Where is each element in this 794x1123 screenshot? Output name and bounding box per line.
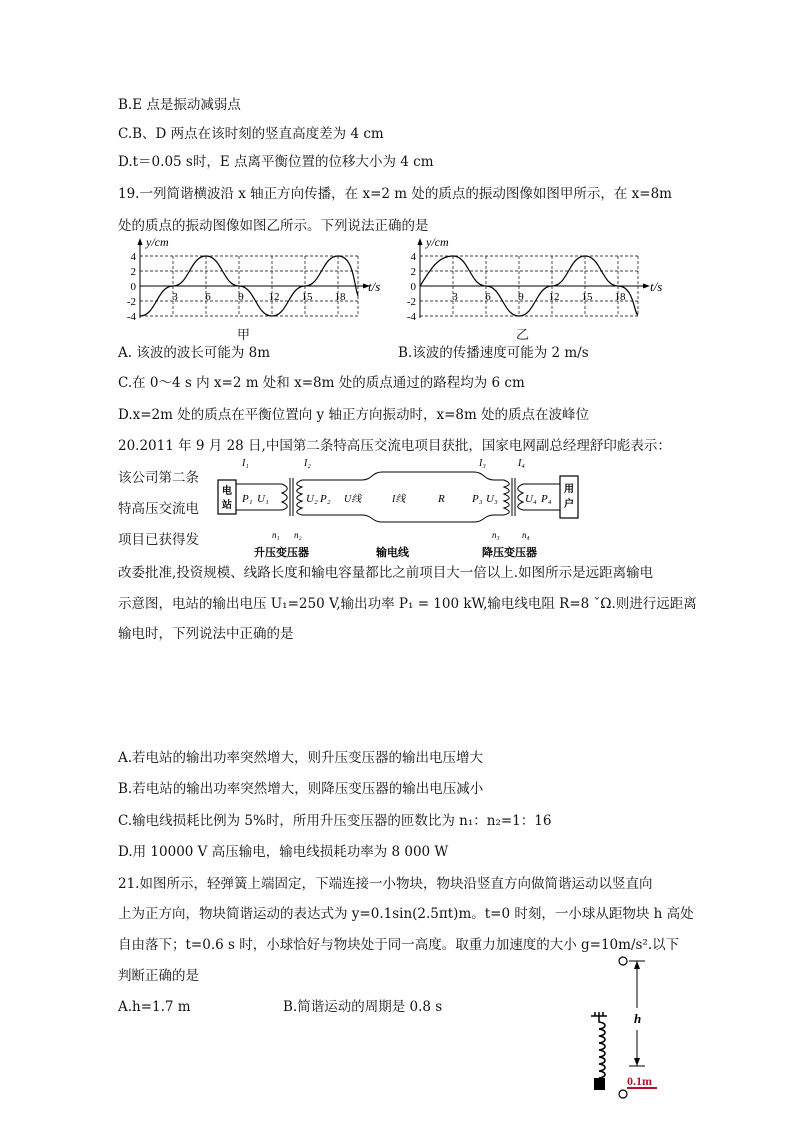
graph-jia <box>118 235 381 324</box>
diagram-label-p1: P₁ <box>242 493 253 505</box>
q20-stem-left1: 该公司第二条 <box>118 470 199 486</box>
block-icon <box>594 1078 605 1090</box>
h-arrow-up-head <box>634 961 640 969</box>
h-arrow-down-head <box>634 1058 640 1066</box>
q21-stem-line4: 判断正确的是 <box>118 968 199 984</box>
diagram-label-u3: U₃ <box>486 493 498 505</box>
q21-option-a: A.h=1.7 m <box>118 999 191 1015</box>
q21-stem-line1: 21.如图所示，轻弹簧上端固定，下端连接一小物块，物块沿竖直方向做简谐运动以竖直向 <box>118 876 653 892</box>
diagram-label-p3: P₃ <box>472 493 483 505</box>
q20-stem-left3: 项目已获得发 <box>118 532 199 548</box>
diagram-label-n4: n₄ <box>522 530 530 540</box>
diagram-label-u4: U₄ <box>525 493 537 505</box>
diagram-label-n2: n₂ <box>294 530 302 540</box>
graph-jia-ytick: 0 <box>130 281 136 293</box>
spring-ball-figure <box>585 950 680 1105</box>
diagram-label-u2: U₂ <box>306 493 318 505</box>
transmission-line-upper <box>302 472 504 480</box>
step-up-secondary-coil <box>297 480 302 515</box>
graph-jia-xtick: 12 <box>268 291 280 303</box>
graph-yi-ytick: -2 <box>406 296 416 308</box>
transmission-line-lower <box>302 515 504 522</box>
graph-yi-ytick: 0 <box>410 281 416 293</box>
step-up-primary-coil <box>282 484 287 510</box>
graph-jia-ytick: 2 <box>130 266 136 278</box>
q18-option-c: C.B、D 两点在该时刻的竖直高度差为 4 cm <box>118 126 384 142</box>
diagram-label-p2: P₂ <box>320 493 331 505</box>
graph-yi-y-arrow <box>418 238 423 245</box>
step-up-transformer-label: 升压变压器 <box>254 547 309 559</box>
transmission-diagram <box>212 452 582 564</box>
graph-jia-xlabel: t/s <box>368 279 381 294</box>
graph-yi-xtick: 3 <box>452 291 458 303</box>
graph-yi-xtick: 12 <box>548 291 560 303</box>
graph-jia-caption: 甲 <box>237 328 251 343</box>
diagram-label-i4: I₄ <box>518 458 525 469</box>
q21-option-b: B.简谐运动的周期是 0.8 s <box>283 999 443 1015</box>
graph-yi-xtick: 6 <box>485 291 491 303</box>
q19-option-c: C.在 0～4 s 内 x=2 m 处和 x=8m 处的质点通过的路程均为 6 cm <box>118 375 525 391</box>
graph-yi-xtick: 18 <box>614 291 626 303</box>
diagram-label-i3: I₃ <box>479 458 486 469</box>
ball-end-icon <box>619 1090 627 1098</box>
q19-stem-line1: 19.一列简谐横波沿 x 轴正方向传播，在 x=2 m 处的质点的振动图像如图甲所示，在 x=8m <box>118 186 672 202</box>
graph-yi-xtick: 15 <box>581 291 593 303</box>
graph-yi-caption: 乙 <box>516 328 530 343</box>
q20-option-b: B.若电站的输出功率突然增大，则降压变压器的输出电压减小 <box>118 781 484 797</box>
transmission-line-label: 输电线 <box>376 547 409 559</box>
graph-jia-xtick: 9 <box>238 291 244 303</box>
user-box <box>560 476 578 518</box>
diagram-label-n1: n₁ <box>272 530 280 540</box>
power-station-label: 站 <box>222 500 232 511</box>
q21-stem-line3: 自由落下；t=0.6 s 时，小球恰好与物块处于同一高度。取重力加速度的大小 g=10m/s².以下 <box>118 937 680 953</box>
diagram-label-u1: U₁ <box>257 493 269 505</box>
graph-jia-xtick: 6 <box>205 291 211 303</box>
diagram-label-iline: I线 <box>392 494 406 505</box>
graph-jia-xtick: 18 <box>334 291 346 303</box>
q19-option-b: B.该波的传播速度可能为 2 m/s <box>398 345 589 361</box>
graph-jia-xtick: 15 <box>301 291 313 303</box>
user-label: 用 <box>564 484 574 495</box>
q20-option-c: C.输电线损耗比例为 5%时，所用升压变压器的匝数比为 n₁：n₂=1：16 <box>118 813 552 829</box>
graph-yi-ytick: 2 <box>410 266 416 278</box>
graph-jia-ytick: 4 <box>130 251 136 263</box>
graph-yi <box>398 236 668 324</box>
step-down-secondary-coil <box>518 484 523 510</box>
q19-stem-line2: 处的质点的振动图像如图乙所示。下列说法正确的是 <box>118 218 429 234</box>
h-label: h <box>634 1011 642 1026</box>
q20-stem-line3: 示意图，电站的输出电压 U₁=250 V,输出功率 P₁ = 100 kW,输电线电阻 R=8 ˇΩ.则进行远距离 <box>118 596 697 612</box>
graph-yi-xtick: 9 <box>518 291 524 303</box>
ball-start-icon <box>619 957 627 965</box>
graph-yi-ytick: -4 <box>406 311 416 323</box>
user-label: 户 <box>564 499 574 510</box>
q20-option-d: D.用 10000 V 高压输电，输电线损耗功率为 8 000 W <box>118 844 449 860</box>
q20-stem-line4: 输电时，下列说法中正确的是 <box>118 626 294 642</box>
diagram-label-i1: I₁ <box>242 458 249 469</box>
graph-jia-y-arrow <box>138 238 143 245</box>
graph-yi-xlabel: t/s <box>650 279 663 294</box>
q18-option-b: B.E 点是振动减弱点 <box>118 97 241 113</box>
q20-stem-line2: 改委批准,投资规模、线路长度和输电容量都比之前项目大一倍以上.如图所示是远距离输电 <box>118 565 654 581</box>
step-down-transformer-label: 降压变压器 <box>482 547 537 559</box>
q18-option-d: D.t＝0.05 s时，E 点离平衡位置的位移大小为 4 cm <box>118 154 434 170</box>
diagram-label-i2: I₂ <box>304 458 311 469</box>
step-down-primary-coil <box>504 480 509 515</box>
diagram-label-n3: n₃ <box>492 530 500 540</box>
diagram-label-p4: P₄ <box>541 493 552 505</box>
q20-stem-line1: 20.2011 年 9 月 28 日,中国第二条特高压交流电项目获批，国家电网副总经理舒印彪表示： <box>118 438 671 454</box>
q20-option-a: A.若电站的输出功率突然增大，则升压变压器的输出电压增大 <box>118 750 484 766</box>
spring-icon <box>599 1016 605 1078</box>
amplitude-label: 0.1m <box>627 1074 652 1088</box>
q19-option-d: D.x=2m 处的质点在平衡位置向 y 轴正方向振动时，x=8m 处的质点在波峰位 <box>118 407 590 423</box>
diagram-label-r: R <box>438 493 445 505</box>
ceiling-icon <box>591 1012 607 1016</box>
graph-yi-ytick: 4 <box>410 251 416 263</box>
q21-stem-line2: 上为正方向，物块简谐运动的表达式为 y=0.1sin(2.5πt)m。t=0 时刻，一小球从距物块 h 高处 <box>118 906 694 922</box>
power-station-label: 电 <box>222 486 232 497</box>
q20-stem-left2: 特高压交流电 <box>118 501 199 517</box>
graph-yi-t-arrow <box>643 284 650 289</box>
diagram-label-uline: U线 <box>344 494 362 505</box>
graph-yi-ylabel: y/cm <box>426 235 449 249</box>
graph-jia-ytick: -4 <box>126 311 136 323</box>
graph-jia-ylabel: y/cm <box>146 235 169 249</box>
graph-jia-xtick: 3 <box>172 291 178 303</box>
q19-option-a: A. 该波的波长可能为 8m <box>118 345 271 361</box>
graph-jia-ytick: -2 <box>126 296 136 308</box>
